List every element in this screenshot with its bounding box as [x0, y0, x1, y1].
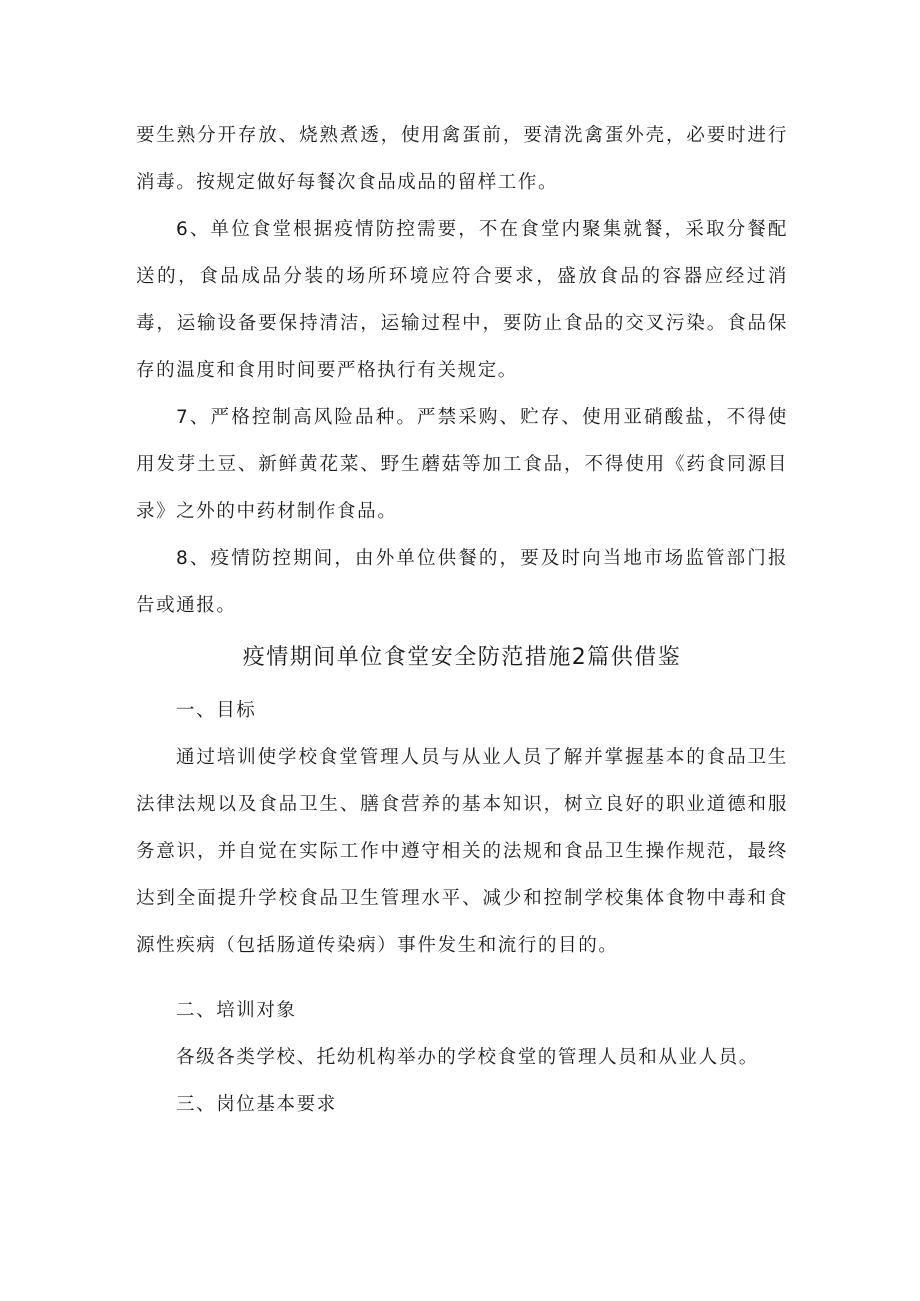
section-body-audience: 各级各类学校、托幼机构举办的学校食堂的管理人员和从业人员。: [176, 1047, 759, 1068]
document-title: 疫情期间单位食堂安全防范措施2篇供借鉴: [242, 645, 682, 670]
section-heading-goal: 一、目标: [176, 700, 257, 721]
paragraph-item-6: 6、单位食堂根据疫情防控需要，不在食堂内聚集就餐，采取分餐配送的，食品成品分装的场所环境应符合要求，盛放食品的容器应经过消毒，运输设备要保持清洁，运输过程中，要防止食品的交叉污染。食品保存的温度和食用时间要严格执行有关规定。: [136, 219, 788, 381]
section-heading-requirements: 三、岗位基本要求: [176, 1094, 337, 1115]
section-body-goal: 通过培训使学校食堂管理人员与从业人员了解并掌握基本的食品卫生法律法规以及食品卫生、膳食营养的基本知识，树立良好的职业道德和服务意识，并自觉在实际工作中遵守相关的法规和食品卫生操作规范，最终达到全面提升学校食品卫生管理水平、减少和控制学校集体食物中毒和食源性疾病（包括肠道传染病）事件发生和流行的目的。: [136, 747, 788, 956]
paragraph-continuation: 要生熟分开存放、烧熟煮透，使用禽蛋前，要清洗禽蛋外壳，必要时进行消毒。按规定做好每餐次食品成品的留样工作。: [136, 125, 788, 193]
document-body: [136, 112, 788, 1128]
paragraph-item-7: 7、严格控制高风险品种。严禁采购、贮存、使用亚硝酸盐，不得使用发芽土豆、新鲜黄花菜、野生蘑菇等加工食品，不得使用《药食同源目录》之外的中药材制作食品。: [136, 407, 788, 522]
section-heading-audience: 二、培训对象: [176, 1000, 297, 1021]
spacer: [136, 969, 788, 987]
paragraph-item-8: 8、疫情防控期间，由外单位供餐的，要及时向当地市场监管部门报告或通报。: [136, 548, 788, 616]
